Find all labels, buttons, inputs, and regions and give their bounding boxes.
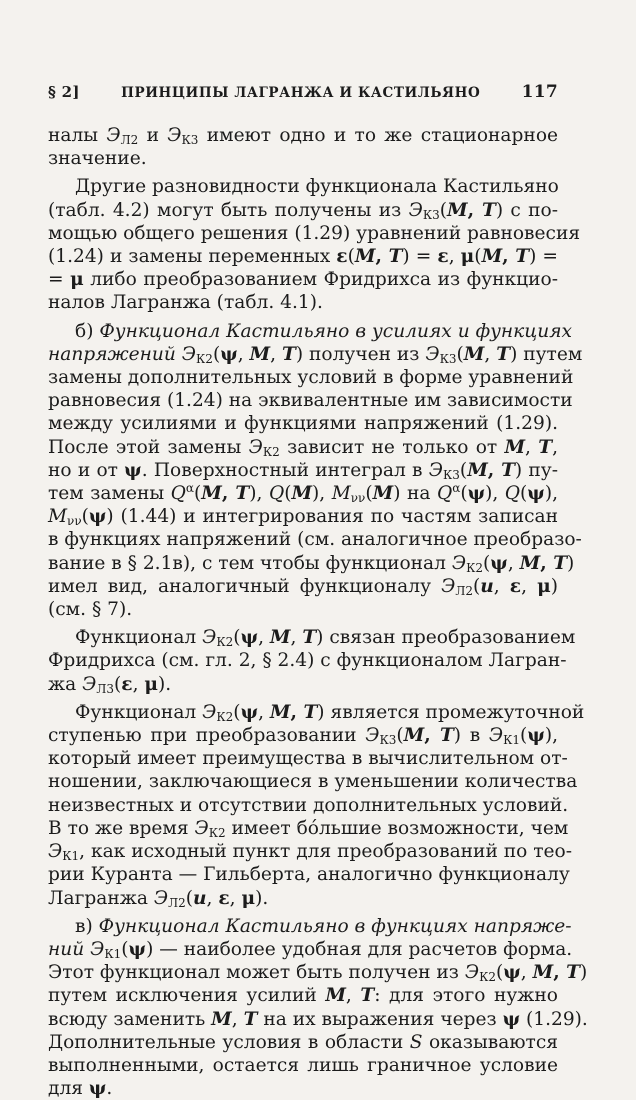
- text-line: ношении, заключающиеся в уменьшении количества: [48, 771, 578, 793]
- paragraph: [48, 915, 588, 1100]
- text-line: налов Лагранжа (табл. 4.1).: [48, 292, 323, 314]
- page-body: [48, 124, 588, 1100]
- text-line: неизвестных и отсутствии дополнительных условий.: [48, 794, 569, 816]
- text-line: мощью общего решения (1.29) уравнений равновесия: [48, 222, 581, 244]
- text-line: в) Функционал Кастильяно в функциях напряже-: [75, 915, 572, 937]
- text-line: жа $Э_{Л3}(\varepsilon$, μ).: [48, 673, 172, 696]
- text-line: в функциях напряжений (см. аналогичное преобразо-: [48, 529, 582, 551]
- text-line: замены дополнительных условий в форме уравнений: [48, 367, 574, 389]
- text-line: вание в § 2.1в), с тем чтобы функционал $Э_{К2}(\psi$, M, T): [48, 552, 575, 575]
- paragraph: [48, 701, 585, 910]
- text-line: равновесия (1.24) на эквивалентные им зависимости: [48, 390, 573, 412]
- paragraph: [48, 626, 576, 696]
- text-line: ступенью при преобразовании $Э_{К3}(M$, T) в $Э_{К1}(\psi)$,: [48, 725, 558, 748]
- text-line: Фридрихса (см. гл. 2, § 2.4) с функционалом Лагран-: [48, 650, 567, 672]
- text-line: (1.24) и замены переменных ε(M, T) = ε, μ(M, T) =: [48, 246, 559, 268]
- text-line: ний $Э_{К1}(\psi)$ — наиболее удобная для расчетов форма.: [48, 938, 573, 961]
- text-line: но и от ψ. Поверхностный интеграл в $Э_{К3}(M$, T) пу-: [48, 459, 559, 482]
- text-line: выполненными, остается лишь граничное условие: [48, 1054, 558, 1076]
- text-line: тем замены $Q^\alpha(M$, T), Q(M), $M_{\nu\nu}(M)$ на $Q^\alpha(\psi)$, Q(ψ),: [48, 481, 558, 506]
- running-title: ПРИНЦИПЫ ЛАГРАНЖА И КАСТИЛЬЯНО: [121, 85, 481, 101]
- paragraph: [48, 124, 558, 170]
- text-line: $M_{\nu\nu}(\psi)$ (1.44) и интегрирования по частям записан: [48, 506, 558, 529]
- section-marker: § 2]: [48, 83, 80, 101]
- text-line: Лагранжа $Э_{Л2}(u$, ε, μ).: [48, 887, 269, 910]
- text-line: (табл. 4.2) могут быть получены из $Э_{К3}(M$, T) с по-: [48, 199, 559, 222]
- text-line: напряжений $Э_{К2}(\psi$, M, T) получен из $Э_{К3}(M$, T) путем: [48, 343, 583, 366]
- text-line: В то же время $Э_{К2}$ имеет бóльшие возможности, чем: [48, 817, 569, 840]
- paragraph: [48, 175, 581, 314]
- text-line: путем исключения усилий M, T: для этого нужно: [48, 985, 558, 1007]
- text-line: который имеет преимущества в вычислительном от-: [48, 748, 568, 770]
- running-header: [48, 82, 558, 102]
- paragraph: [48, 320, 583, 622]
- text-line: между усилиями и функциями напряжений (1.29).: [48, 413, 558, 435]
- text-line: всюду заменить M, T на их выражения через ψ (1.29).: [48, 1008, 588, 1030]
- text-line: Дополнительные условия в области S оказываются: [48, 1031, 558, 1053]
- page-number: 117: [521, 82, 558, 102]
- text-line: = μ либо преобразованием Фридрихса из функцио-: [48, 269, 558, 291]
- text-line: После этой замены $Э_{К2}$ зависит не только от M, T,: [48, 436, 558, 459]
- text-line: $Э_{К1}$, как исходный пункт для преобразований по тео-: [48, 841, 573, 864]
- text-line: для ψ.: [48, 1078, 113, 1100]
- text-line: Этот функционал может быть получен из $Э_{К2}(\psi$, M, T): [48, 962, 588, 985]
- text-line: Функционал $Э_{К2}(\psi$, M, T) является промежуточной: [75, 701, 585, 724]
- text-line: имел вид, аналогичный функционалу $Э_{Л2}(u$, ε, μ): [48, 575, 558, 598]
- text-line: значение.: [48, 148, 147, 170]
- text-line: (см. § 7).: [48, 599, 133, 621]
- text-line: б) Функционал Кастильяно в усилиях и функциях: [75, 320, 573, 342]
- text-line: рии Куранта — Гильберта, аналогично функционалу: [48, 864, 570, 886]
- text-line: налы $Э_{Л2}$ и $Э_{К3}$ имеют одно и то же стационарное: [48, 125, 559, 147]
- text-line: Функционал $Э_{К2}(\psi$, M, T) связан преобразованием: [75, 627, 576, 650]
- text-line: Другие разновидности функционала Кастильяно: [75, 176, 559, 198]
